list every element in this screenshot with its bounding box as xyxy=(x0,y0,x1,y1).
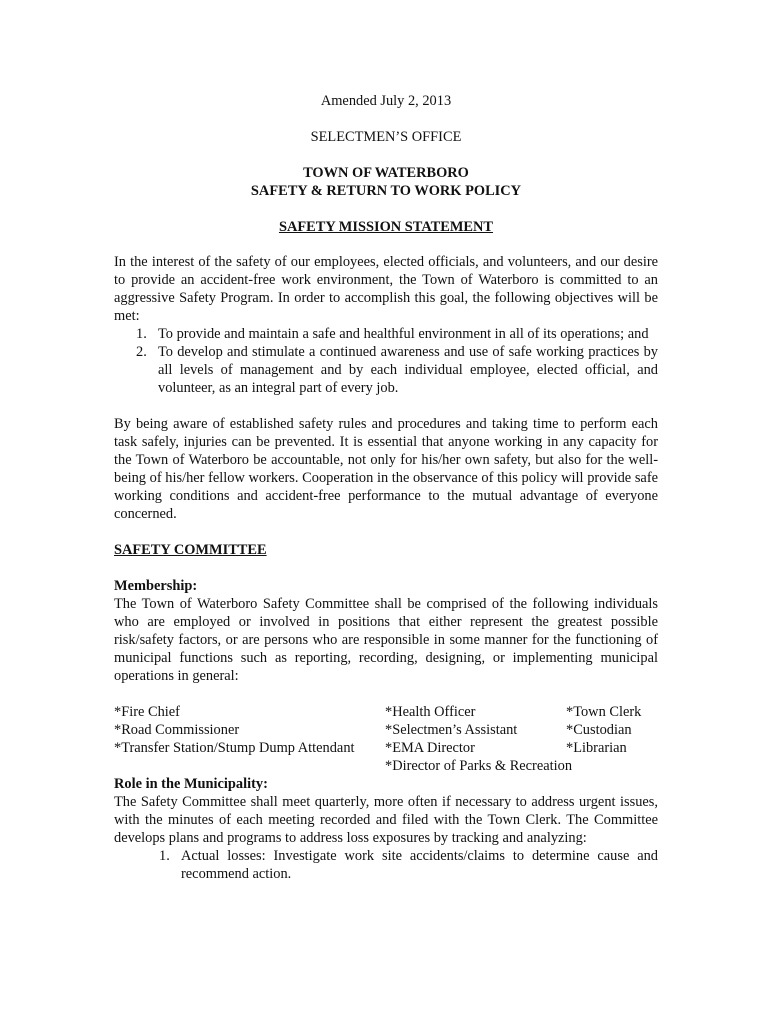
office-name: SELECTMEN’S OFFICE xyxy=(310,129,462,145)
mission-heading: SAFETY MISSION STATEMENT xyxy=(278,219,494,235)
member-entry: *Road Commissioner xyxy=(114,722,240,738)
member-entry: *Director of Parks & Recreation xyxy=(385,758,573,774)
membership-paragraph: The Town of Waterboro Safety Committee shall be comprised of the following individuals who are employed or involved in positions that either represent the greatest possible risk/safety factors, or are persons who are responsible in some manner for the functioning of municipal functions such as reporting, recording, designing, or implementing municipal operations in general: xyxy=(114,596,658,684)
policy-title: SAFETY & RETURN TO WORK POLICY xyxy=(250,183,522,199)
member-entry: *Custodian xyxy=(566,722,632,738)
members-list xyxy=(114,703,658,775)
membership-heading: Membership: xyxy=(114,578,198,594)
member-entry: *Health Officer xyxy=(385,704,476,720)
members-column-3 xyxy=(566,703,641,757)
member-entry: *Transfer Station/Stump Dump Attendant xyxy=(114,740,355,756)
role-number: 1. xyxy=(159,848,170,864)
committee-heading: SAFETY COMMITTEE xyxy=(114,542,267,558)
role-text: Actual losses: Investigate work site accidents/claims to determine cause and recommend action. xyxy=(181,848,658,882)
members-column-2 xyxy=(385,703,572,775)
objective-item xyxy=(114,343,658,397)
objective-text: To provide and maintain a safe and healthful environment in all of its operations; and xyxy=(158,326,649,342)
document-body xyxy=(114,92,658,883)
member-entry: *Fire Chief xyxy=(114,704,180,720)
objective-number: 1. xyxy=(136,326,147,342)
objectives-list xyxy=(114,325,658,397)
town-name: TOWN OF WATERBORO xyxy=(303,165,469,181)
members-column-1 xyxy=(114,703,355,757)
objective-number: 2. xyxy=(136,344,147,360)
role-item xyxy=(114,847,658,883)
role-paragraph: The Safety Committee shall meet quarterly, more often if necessary to address urgent issues, with the minutes of each meeting recorded and filed with the Town Clerk. The Committee develops plans and programs to address loss exposures by tracking and analyzing: xyxy=(114,794,658,846)
role-heading: Role in the Municipality: xyxy=(114,776,268,792)
member-entry: *Selectmen’s Assistant xyxy=(385,722,518,738)
mission-intro: In the interest of the safety of our employees, elected officials, and volunteers, and our desire to provide an accident-free work environment, the Town of Waterboro is committed to an aggressive Safety Program. In order to accomplish this goal, the following objectives will be met: xyxy=(114,254,658,324)
objective-item xyxy=(114,325,658,343)
member-entry: *Town Clerk xyxy=(566,704,642,720)
objective-text: To develop and stimulate a continued awareness and use of safe working practices by all levels of management and by each individual employee, elected official, and volunteer, as an integral part of every job. xyxy=(158,344,658,396)
member-entry: *Librarian xyxy=(566,740,627,756)
awareness-paragraph: By being aware of established safety rules and procedures and taking time to perform each task safely, injuries can be prevented. It is essential that anyone working in any capacity for the Town of Waterboro be accountable, not only for his/her own safety, but also for the well-being of his/her fellow workers. Cooperation in the observance of this policy will provide safe working conditions and accident-free performance to the mutual advantage of everyone concerned. xyxy=(114,416,658,522)
role-list xyxy=(114,847,658,883)
member-entry: *EMA Director xyxy=(385,740,475,756)
amended-date: Amended July 2, 2013 xyxy=(320,93,452,109)
